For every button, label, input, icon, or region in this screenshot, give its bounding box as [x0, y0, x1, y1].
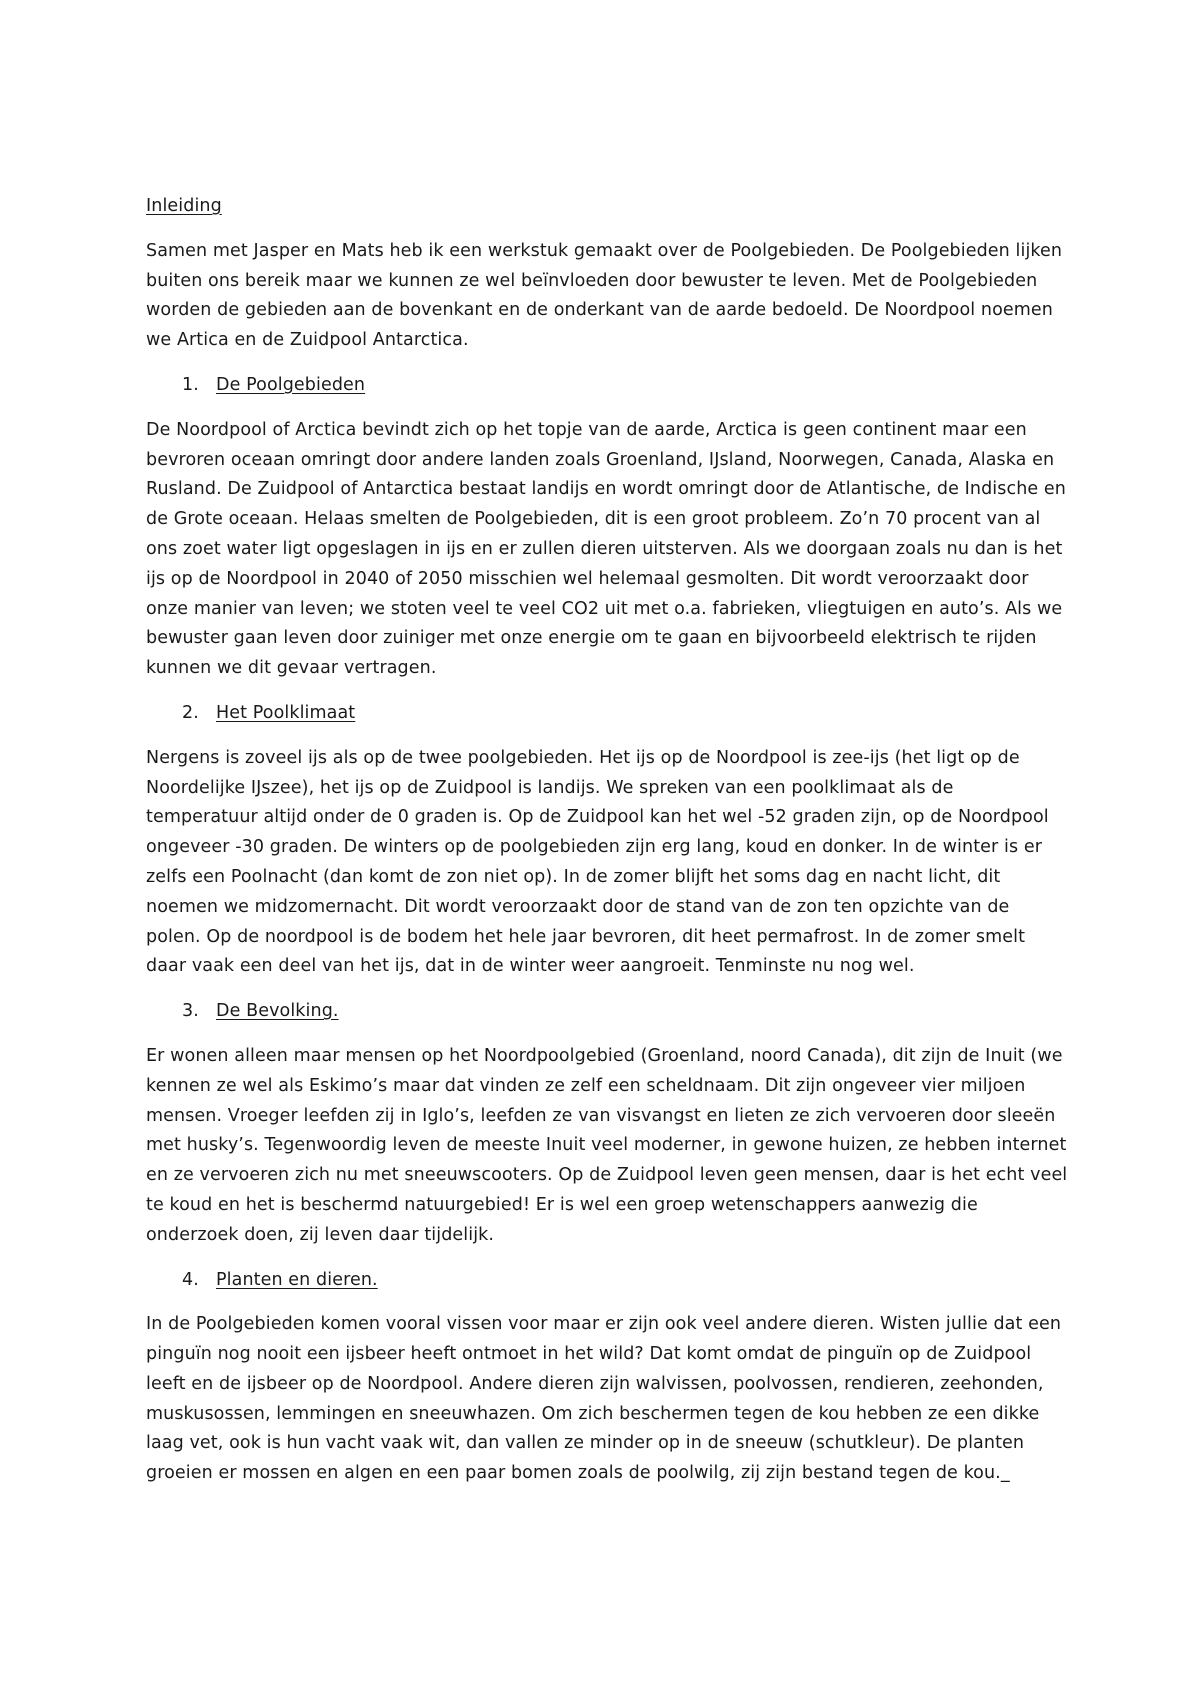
section-number: 1. — [182, 374, 199, 395]
section-heading-poolgebieden — [146, 371, 1068, 401]
section-heading-poolklimaat — [146, 699, 1068, 729]
section-number: 4. — [182, 1269, 199, 1290]
section-paragraph-poolklimaat: Nergens is zoveel ijs als op de twee poolgebieden. Het ijs op de Noordpool is zee-ijs (het ligt op de Noordelijke IJszee), het ijs op de Zuidpool is landijs. We spreken van een poolklimaat als de temperatuur altijd onder de 0 graden is. Op de Zuidpool kan het wel -52 graden zijn, op de Noordpool ongeveer -30 graden. De winters op de poolgebieden zijn erg lang, koud en donker. In de winter is er zelfs een Poolnacht (dan komt de zon niet op). In de zomer blijft het soms dag en nacht licht, dit noemen we midzomernacht. Dit wordt veroorzaakt door de stand van de zon ten opzichte van de polen. Op de noordpool is de bodem het hele jaar bevroren, dit heet permafrost. In de zomer smelt daar vaak een deel van het ijs, dat in de winter weer aangroeit. Tenminste nu nog wel. — [146, 747, 1049, 977]
section-title: Planten en dieren. — [216, 1269, 378, 1290]
section-title: Het Poolklimaat — [216, 702, 356, 723]
section-title: De Poolgebieden — [216, 374, 366, 395]
section-heading-planten-dieren — [146, 1266, 1068, 1296]
section-title: De Bevolking. — [216, 1001, 339, 1022]
intro-heading: Inleiding — [146, 196, 222, 216]
section-number: 2. — [182, 702, 199, 723]
section-number: 3. — [182, 1001, 199, 1022]
section-paragraph-bevolking: Er wonen alleen maar mensen op het Noordpoolgebied (Groenland, noord Canada), dit zijn de Inuit (we kennen ze wel als Eskimo’s maar dat vinden ze zelf een scheldnaam. Dit zijn ongeveer vier miljoen mensen. Vroeger leefden zij in Iglo’s, leefden ze van visvangst en lieten ze zich vervoeren door sleeën met husky’s. Tegenwoordig leven de meeste Inuit veel moderner, in gewone huizen, ze hebben internet en ze vervoeren zich nu met sneeuwscooters. Op de Zuidpool leven geen mensen, daar is het echt veel te koud en het is beschermd natuurgebied! Er is wel een groep wetenschappers aanwezig die onderzoek doen, zij leven daar tijdelijk. — [146, 1045, 1068, 1245]
document-body — [146, 192, 1068, 1504]
section-paragraph-planten-dieren: In de Poolgebieden komen vooral vissen voor maar er zijn ook veel andere dieren. Wisten jullie dat een pinguïn nog nooit een ijsbeer heeft ontmoet in het wild? Dat komt omdat de pinguïn op de Zuidpool leeft en de ijsbeer op de Noordpool. Andere dieren zijn walvissen, poolvossen, rendieren, zeehonden, muskusossen, lemmingen en sneeuwhazen. Om zich beschermen tegen de kou hebben ze een dikke laag vet, ook is hun vacht vaak wit, dan vallen ze minder op in de sneeuw (schutkleur). De planten groeien er mossen en algen en een paar bomen zoals de poolwilg, zij zijn bestand tegen de kou._ — [146, 1314, 1062, 1484]
section-heading-bevolking — [146, 997, 1068, 1027]
section-paragraph-poolgebieden: De Noordpool of Arctica bevindt zich op het topje van de aarde, Arctica is geen continent maar een bevroren oceaan omringt door andere landen zoals Groenland, IJsland, Noorwegen, Canada, Alaska en Rusland. De Zuidpool of Antarctica bestaat landijs en wordt omringt door de Atlantische, de Indische en de Grote oceaan. Helaas smelten de Poolgebieden, dit is een groot probleem. Zo’n 70 procent van al ons zoet water ligt opgeslagen in ijs en er zullen dieren uitsterven. Als we doorgaan zoals nu dan is het ijs op de Noordpool in 2040 of 2050 misschien wel helemaal gesmolten. Dit wordt veroorzaakt door onze manier van leven; we stoten veel te veel CO2 uit met o.a. fabrieken, vliegtuigen en auto’s. Als we bewuster gaan leven door zuiniger met onze energie om te gaan en bijvoorbeeld elektrisch te rijden kunnen we dit gevaar vertragen. — [146, 419, 1066, 679]
intro-paragraph: Samen met Jasper en Mats heb ik een werkstuk gemaakt over de Poolgebieden. De Poolgebieden lijken buiten ons bereik maar we kunnen ze wel beïnvloeden door bewuster te leven. Met de Poolgebieden worden de gebieden aan de bovenkant en de onderkant van de aarde bedoeld. De Noordpool noemen we Artica en de Zuidpool Antarctica. — [146, 240, 1063, 351]
